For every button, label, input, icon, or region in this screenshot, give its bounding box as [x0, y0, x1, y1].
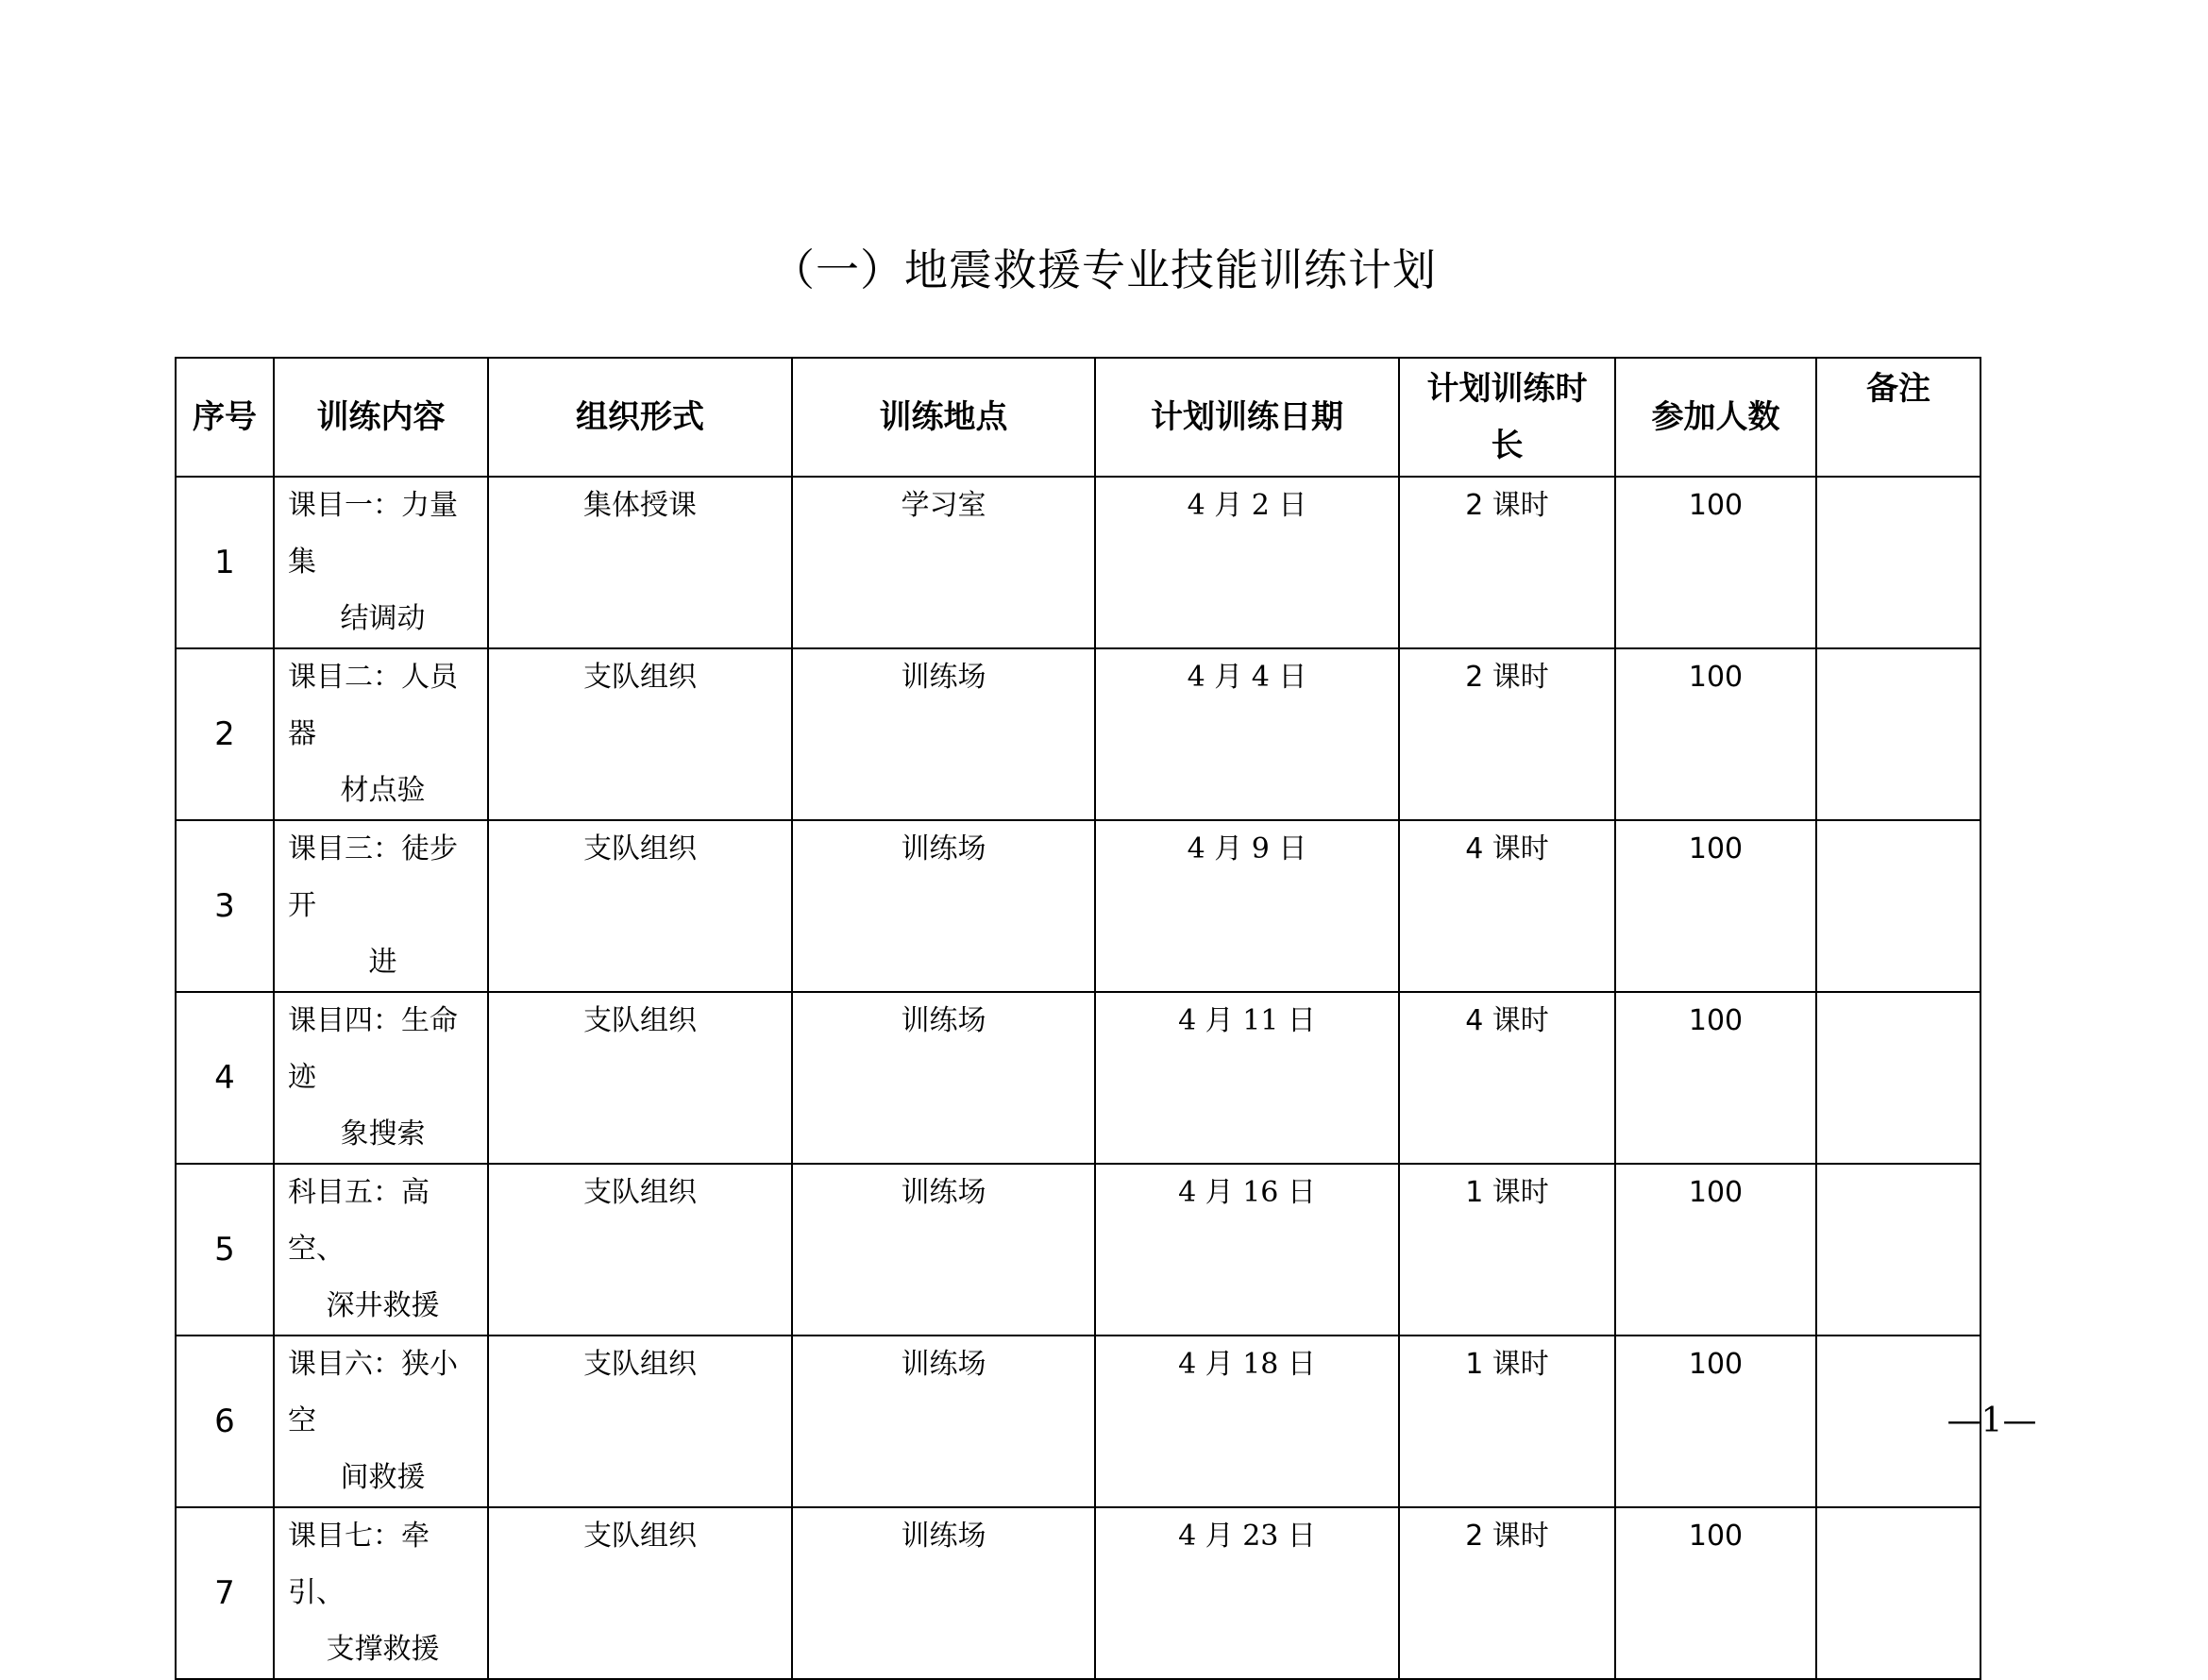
- row-index: 6: [176, 1336, 274, 1507]
- training-plan-table: [175, 357, 1981, 1680]
- row-content: [274, 820, 488, 992]
- row-content: [274, 648, 488, 820]
- row-content-line2: 深井救援: [326, 1289, 440, 1322]
- row-content-line1: 课目四：生命迹: [288, 1004, 458, 1094]
- header-duration: [1399, 358, 1615, 477]
- header-duration-line1: 计划训练时: [1426, 370, 1588, 408]
- header-duration-line2: 长: [1491, 427, 1524, 464]
- header-form: 组织形式: [488, 358, 792, 477]
- row-location: 训练场: [792, 992, 1095, 1164]
- row-index: 2: [176, 648, 274, 820]
- row-content: [274, 1164, 488, 1336]
- row-content-line2: 间救援: [340, 1461, 426, 1494]
- row-content: [274, 1336, 488, 1507]
- header-participants: 参加人数: [1615, 358, 1816, 477]
- row-date: 4 月 9 日: [1095, 820, 1399, 992]
- row-participants: 100: [1615, 648, 1816, 820]
- row-date: 4 月 2 日: [1095, 477, 1399, 648]
- row-participants: 100: [1615, 992, 1816, 1164]
- row-content-line1: 课目七：牵引、: [288, 1520, 430, 1609]
- header-index: 序号: [176, 358, 274, 477]
- table-row: [176, 992, 1980, 1164]
- row-duration: 2 课时: [1399, 1507, 1615, 1679]
- row-remarks: [1816, 648, 1980, 820]
- row-location: 训练场: [792, 648, 1095, 820]
- row-remarks: [1816, 477, 1980, 648]
- table-row: [176, 1507, 1980, 1679]
- table-row: [176, 1336, 1980, 1507]
- row-content-line1: 课目二：人员器: [288, 661, 458, 750]
- row-content-line1: 课目六：狭小空: [288, 1348, 458, 1437]
- row-location: 训练场: [792, 820, 1095, 992]
- row-duration: 4 课时: [1399, 992, 1615, 1164]
- page-title: （一）地震救援专业技能训练计划: [771, 244, 1437, 295]
- row-participants: 100: [1615, 1164, 1816, 1336]
- row-form: 支队组织: [488, 1336, 792, 1507]
- row-index: 3: [176, 820, 274, 992]
- row-duration: 1 课时: [1399, 1336, 1615, 1507]
- row-participants: 100: [1615, 820, 1816, 992]
- row-participants: 100: [1615, 477, 1816, 648]
- row-duration: 2 课时: [1399, 648, 1615, 820]
- row-form: 支队组织: [488, 648, 792, 820]
- row-remarks: [1816, 1507, 1980, 1679]
- header-row: [176, 358, 1980, 477]
- row-date: 4 月 18 日: [1095, 1336, 1399, 1507]
- row-index: 7: [176, 1507, 274, 1679]
- row-content: [274, 477, 488, 648]
- row-content: [274, 1507, 488, 1679]
- row-index: 4: [176, 992, 274, 1164]
- row-index: 5: [176, 1164, 274, 1336]
- row-remarks: [1816, 992, 1980, 1164]
- table-row: [176, 820, 1980, 992]
- row-date: 4 月 4 日: [1095, 648, 1399, 820]
- row-form: 集体授课: [488, 477, 792, 648]
- table-row: [176, 648, 1980, 820]
- row-location: 训练场: [792, 1164, 1095, 1336]
- table-row: [176, 1164, 1980, 1336]
- row-duration: 1 课时: [1399, 1164, 1615, 1336]
- row-duration: 4 课时: [1399, 820, 1615, 992]
- row-participants: 100: [1615, 1507, 1816, 1679]
- header-date: 计划训练日期: [1095, 358, 1399, 477]
- row-location: 训练场: [792, 1336, 1095, 1507]
- row-duration: 2 课时: [1399, 477, 1615, 648]
- row-content-line1: 课目一：力量集: [288, 489, 458, 579]
- row-date: 4 月 23 日: [1095, 1507, 1399, 1679]
- header-location: 训练地点: [792, 358, 1095, 477]
- row-participants: 100: [1615, 1336, 1816, 1507]
- page-number: —1—: [1947, 1402, 2037, 1440]
- row-form: 支队组织: [488, 992, 792, 1164]
- row-index: 1: [176, 477, 274, 648]
- row-content-line1: 科目五：高空、: [288, 1176, 430, 1266]
- row-content-line1: 课目三：徒步开: [288, 832, 458, 922]
- header-remarks: 备注: [1816, 358, 1980, 477]
- row-remarks: [1816, 1164, 1980, 1336]
- row-form: 支队组织: [488, 820, 792, 992]
- row-form: 支队组织: [488, 1507, 792, 1679]
- row-location: 学习室: [792, 477, 1095, 648]
- row-location: 训练场: [792, 1507, 1095, 1679]
- row-remarks: [1816, 820, 1980, 992]
- table-row: [176, 477, 1980, 648]
- row-content: [274, 992, 488, 1164]
- row-content-line2: 象搜索: [340, 1117, 426, 1151]
- row-content-line2: 进: [368, 946, 397, 979]
- header-content: 训练内容: [274, 358, 488, 477]
- row-date: 4 月 11 日: [1095, 992, 1399, 1164]
- row-content-line2: 支撑救援: [326, 1633, 440, 1666]
- row-date: 4 月 16 日: [1095, 1164, 1399, 1336]
- row-form: 支队组织: [488, 1164, 792, 1336]
- row-content-line2: 材点验: [340, 774, 426, 807]
- row-content-line2: 结调动: [340, 602, 426, 635]
